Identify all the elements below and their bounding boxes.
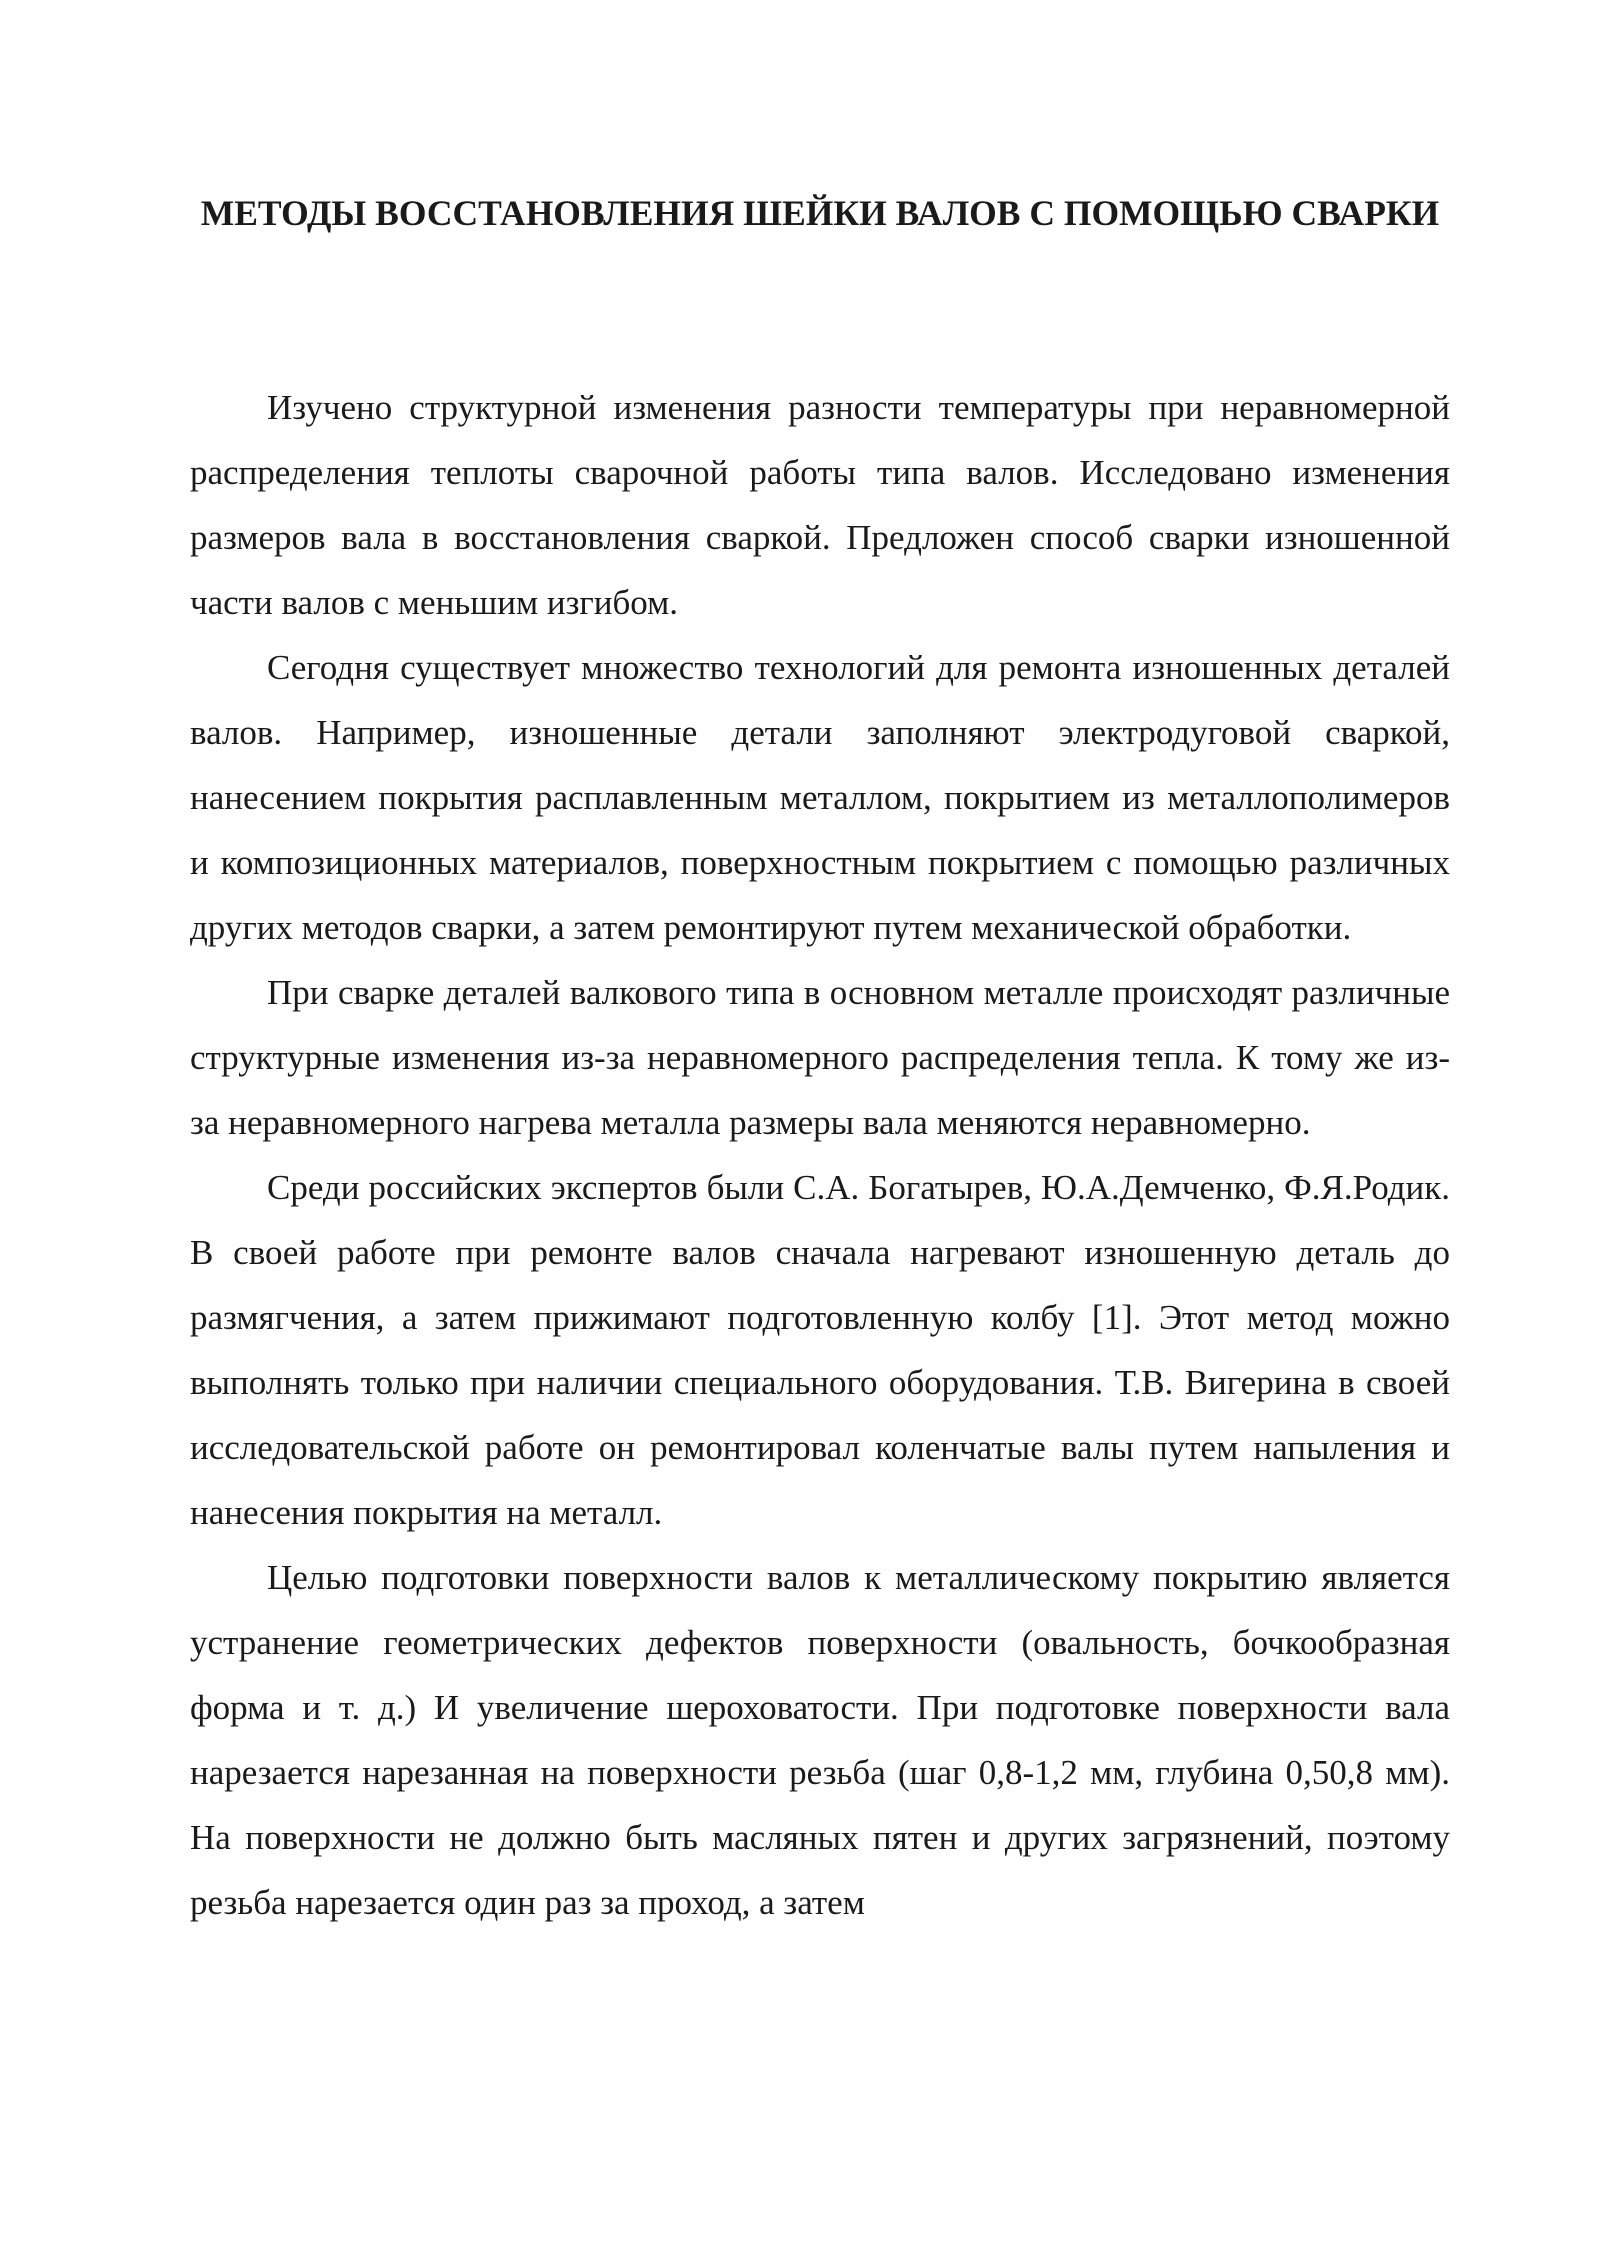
paragraph-2: Сегодня существует множество технологий для ремонта изношенных деталей валов. Например, изношенные детали заполняют электродуговой сваркой, нанесением покрытия расплавленным металлом, покрытием из металлополимеров и композиционных материалов, поверхностным покрытием с помощью различных других методов сварки, а затем ремонтируют путем механической обработки. (190, 648, 1450, 947)
paragraph-1: Изучено структурной изменения разности температуры при неравномерной распределения теплоты сварочной работы типа валов. Исследовано изменения размеров вала в восстановления сваркой. Предложен способ сварки изношенной части валов с меньшим изгибом. (190, 388, 1450, 622)
paragraph-4: Среди российских экспертов были С.А. Богатырев, Ю.А.Демченко, Ф.Я.Родик. В своей работе при ремонте валов сначала нагревают изношенную деталь до размягчения, а затем прижимают подготовленную колбу [1]. Этот метод можно выполнять только при наличии специального оборудования. Т.В. Вигерина в своей исследовательской работе он ремонтировал коленчатые валы путем напыления и нанесения покрытия на металл. (190, 1168, 1450, 1532)
document-body (190, 375, 1450, 1935)
paragraph-3: При сварке деталей валкового типа в основном металле происходят различные структурные изменения из-за неравномерного распределения тепла. К тому же из-за неравномерного нагрева металла размеры вала меняются неравномерно. (190, 973, 1450, 1142)
paragraph-5: Целью подготовки поверхности валов к металлическому покрытию является устранение геометрических дефектов поверхности (овальность, бочкообразная форма и т. д.) И увеличение шероховатости. При подготовке поверхности вала нарезается нарезанная на поверхности резьба (шаг 0,8-1,2 мм, глубина 0,50,8 мм). На поверхности не должно быть масляных пятен и других загрязнений, поэтому резьба нарезается один раз за проход, а затем (190, 1558, 1450, 1922)
document-title: МЕТОДЫ ВОССТАНОВЛЕНИЯ ШЕЙКИ ВАЛОВ С ПОМОЩЬЮ СВАРКИ (200, 193, 1440, 233)
